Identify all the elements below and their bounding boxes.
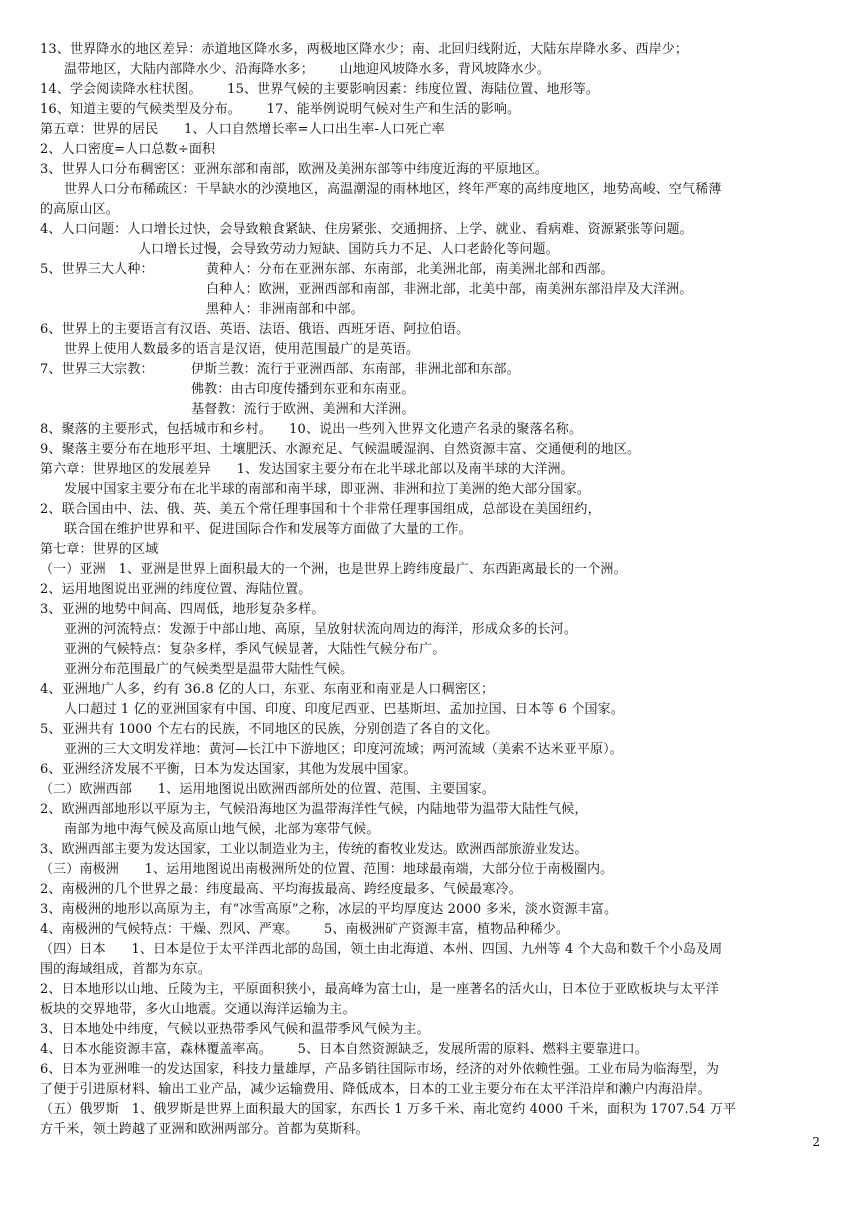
- text-line: 联合国在维护世界和平、促进国际合作和发展等方面做了大量的工作。: [64, 522, 472, 537]
- text-line: 基督教：流行于欧洲、美洲和大洋洲。: [191, 402, 415, 417]
- text-line: 人口增长过慢，会导致劳动力短缺、国防兵力不足、人口老龄化等问题。: [138, 242, 559, 257]
- text-line: 第六章：世界地区的发展差异 1、发达国家主要分布在北半球北部以及南半球的大洋洲。: [40, 462, 574, 477]
- text-line: 亚洲的河流特点：发源于中部山地、高原，呈放射状流向周边的海洋，形成众多的长河。: [64, 622, 577, 637]
- text-line: 围的海域组成，首都为东京。: [40, 962, 211, 977]
- text-line: 2、人口密度=人口总数÷面积: [40, 142, 216, 157]
- text-line: 伊斯兰教：流行于亚洲西部、东南部，非洲北部和东部。: [191, 362, 520, 377]
- text-line: 黑种人：非洲南部和中部。: [206, 302, 364, 317]
- text-line: 第七章：世界的区域: [40, 542, 159, 557]
- text-line: （一）亚洲 1、亚洲是世界上面积最大的一个洲，也是世界上跨纬度最广、东西距离最长的一个洲。: [40, 562, 627, 577]
- text-line: 3、日本地处中纬度，气候以亚热带季风气候和温带季风气候为主。: [40, 1022, 430, 1037]
- text-line: 第五章：世界的居民 1、人口自然增长率=人口出生率-人口死亡率: [40, 122, 445, 137]
- text-line: 方千米，领土跨越了亚洲和欧洲两部分。首都为莫斯科。: [40, 1122, 369, 1137]
- text-line: 发展中国家主要分布在北半球的南部和南半球，即亚洲、非洲和拉丁美洲的绝大部分国家。: [64, 482, 591, 497]
- text-line: 14、学会阅读降水柱状图。 15、世界气候的主要影响因素：纬度位置、海陆位置、地形等。: [40, 82, 600, 97]
- text-line: 板块的交界地带，多火山地震。交通以海洋运输为主。: [40, 1002, 356, 1017]
- text-line: 黄种人：分布在亚洲东部、东南部，北美洲北部，南美洲北部和西部。: [206, 262, 614, 277]
- text-line: （三）南极洲 1、运用地图说出南极洲所处的位置、范围：地球最南端，大部分位于南极圈内。: [40, 862, 614, 877]
- text-line: 2、运用地图说出亚洲的纬度位置、海陆位置。: [40, 582, 312, 597]
- text-line: 3、欧洲西部主要为发达国家，工业以制造业为主，传统的畜牧业发达。欧洲西部旅游业发达。: [40, 842, 588, 857]
- text-line: 了便于引进原材料、输出工业产品，减少运输费用、降低成本，日本的工业主要分布在太平洋沿岸和濑户内海沿岸。: [40, 1082, 711, 1097]
- text-line: 6、日本为亚洲唯一的发达国家，科技力量雄厚，产品多销往国际市场，经济的对外依赖性强。工业布局为临海型，为: [40, 1062, 720, 1077]
- text-line: 8、聚落的主要形式，包括城市和乡村。 10、说出一些列入世界文化遗产名录的聚落名称。: [40, 422, 583, 437]
- text-line: 世界上使用人数最多的语言是汉语，使用范围最广的是英语。: [64, 342, 420, 357]
- text-line: 7、世界三大宗教：: [40, 362, 154, 377]
- text-line: （四）日本 1、日本是位于太平洋西北部的岛国，领土由北海道、本州、四国、九州等 4 个大岛和数千个小岛及周: [40, 942, 723, 957]
- text-line: 6、亚洲经济发展不平衡，日本为发达国家，其他为发展中国家。: [40, 762, 417, 777]
- text-line: 人口超过 1 亿的亚洲国家有中国、印度、印度尼西亚、巴基斯坦、孟加拉国、日本等 6 个国家。: [64, 702, 624, 717]
- text-line: 3、南极洲的地形以高原为主，有“冰雪高原”之称，冰层的平均厚度达 2000 多米，淡水资源丰富。: [40, 902, 618, 917]
- text-line: 3、世界人口分布稠密区：亚洲东部和南部，欧洲及美洲东部等中纬度近海的平原地区。: [40, 162, 549, 177]
- text-line: 16、知道主要的气候类型及分布。 17、能举例说明气候对生产和生活的影响。: [40, 102, 521, 117]
- text-line: （五）俄罗斯 1、俄罗斯是世界上面积最大的国家，东西长 1 万多千米、南北宽约 4000 千米，面积为 1707.54 万平: [40, 1102, 737, 1117]
- text-line: 5、亚洲共有 1000 个左右的民族，不同地区的民族，分别创造了各自的文化。: [40, 722, 499, 737]
- text-line: 亚洲的三大文明发祥地：黄河—长江中下游地区；印度河流域；两河流域（美索不达米亚平原）。: [64, 742, 623, 757]
- text-line: 2、南极洲的几个世界之最：纬度最高、平均海拔最高、跨经度最多、气候最寒冷。: [40, 882, 522, 897]
- text-line: 佛教：由古印度传播到东亚和东南亚。: [191, 382, 415, 397]
- text-line: 2、日本地形以山地、丘陵为主，平原面积狭小，最高峰为富士山，是一座著名的活火山，日本位于亚欧板块与太平洋: [40, 982, 720, 997]
- text-line: 4、人口问题：人口增长过快，会导致粮食紧缺、住房紧张、交通拥挤、上学、就业、看病难、资源紧张等问题。: [40, 222, 693, 237]
- text-line: 2、联合国由中、法、俄、英、美五个常任理事国和十个非常任理事国组成，总部设在美国纽约，: [40, 502, 601, 517]
- text-line: 亚洲分布范围最广的气候类型是温带大陆性气候。: [64, 662, 354, 677]
- page-number: 2: [812, 1135, 820, 1149]
- text-line: 9、聚落主要分布在地形平坦、土壤肥沃、水源充足、气候温暖湿润、自然资源丰富、交通便利的地区。: [40, 442, 641, 457]
- text-line: 白种人：欧洲，亚洲西部和南部，非洲北部，北美中部，南美洲东部沿岸及大洋洲。: [206, 282, 693, 297]
- text-line: （二）欧洲西部 1、运用地图说出欧洲西部所处的位置、范围、主要国家。: [40, 782, 495, 797]
- text-line: 5、世界三大人种：: [40, 262, 154, 277]
- text-line: 世界人口分布稀疏区：干旱缺水的沙漠地区，高温潮湿的雨林地区，终年严寒的高纬度地区，地势高峻、空气稀薄: [64, 182, 722, 197]
- text-line: 4、南极洲的气候特点：干燥、烈风、严寒。 5、南极洲矿产资源丰富，植物品种稀少。: [40, 922, 570, 937]
- text-line: 南部为地中海气候及高原山地气候，北部为寒带气候。: [64, 822, 380, 837]
- text-line: 温带地区，大陆内部降水少、沿海降水多； 山地迎风坡降水多，背风坡降水少。: [64, 62, 550, 77]
- text-line: 2、欧洲西部地形以平原为主，气候沿海地区为温带海洋性气候，内陆地带为温带大陆性气候，: [40, 802, 588, 817]
- text-line: 4、日本水能资源丰富，森林覆盖率高。 5、日本自然资源缺乏，发展所需的原料、燃料主要靠进口。: [40, 1042, 648, 1057]
- text-line: 的高原山区。: [40, 202, 119, 217]
- text-line: 13、世界降水的地区差异：赤道地区降水多，两极地区降水少；南、北回归线附近，大陆东岸降水多、西岸少；: [40, 42, 689, 57]
- text-line: 亚洲的气候特点：复杂多样，季风气候显著，大陆性气候分布广。: [64, 642, 446, 657]
- text-line: 3、亚洲的地势中间高、四周低，地形复杂多样。: [40, 602, 325, 617]
- text-line: 6、世界上的主要语言有汉语、英语、法语、俄语、西班牙语、阿拉伯语。: [40, 322, 470, 337]
- text-line: 4、亚洲地广人多，约有 36.8 亿的人口，东亚、东南亚和南亚是人口稠密区；: [40, 682, 495, 697]
